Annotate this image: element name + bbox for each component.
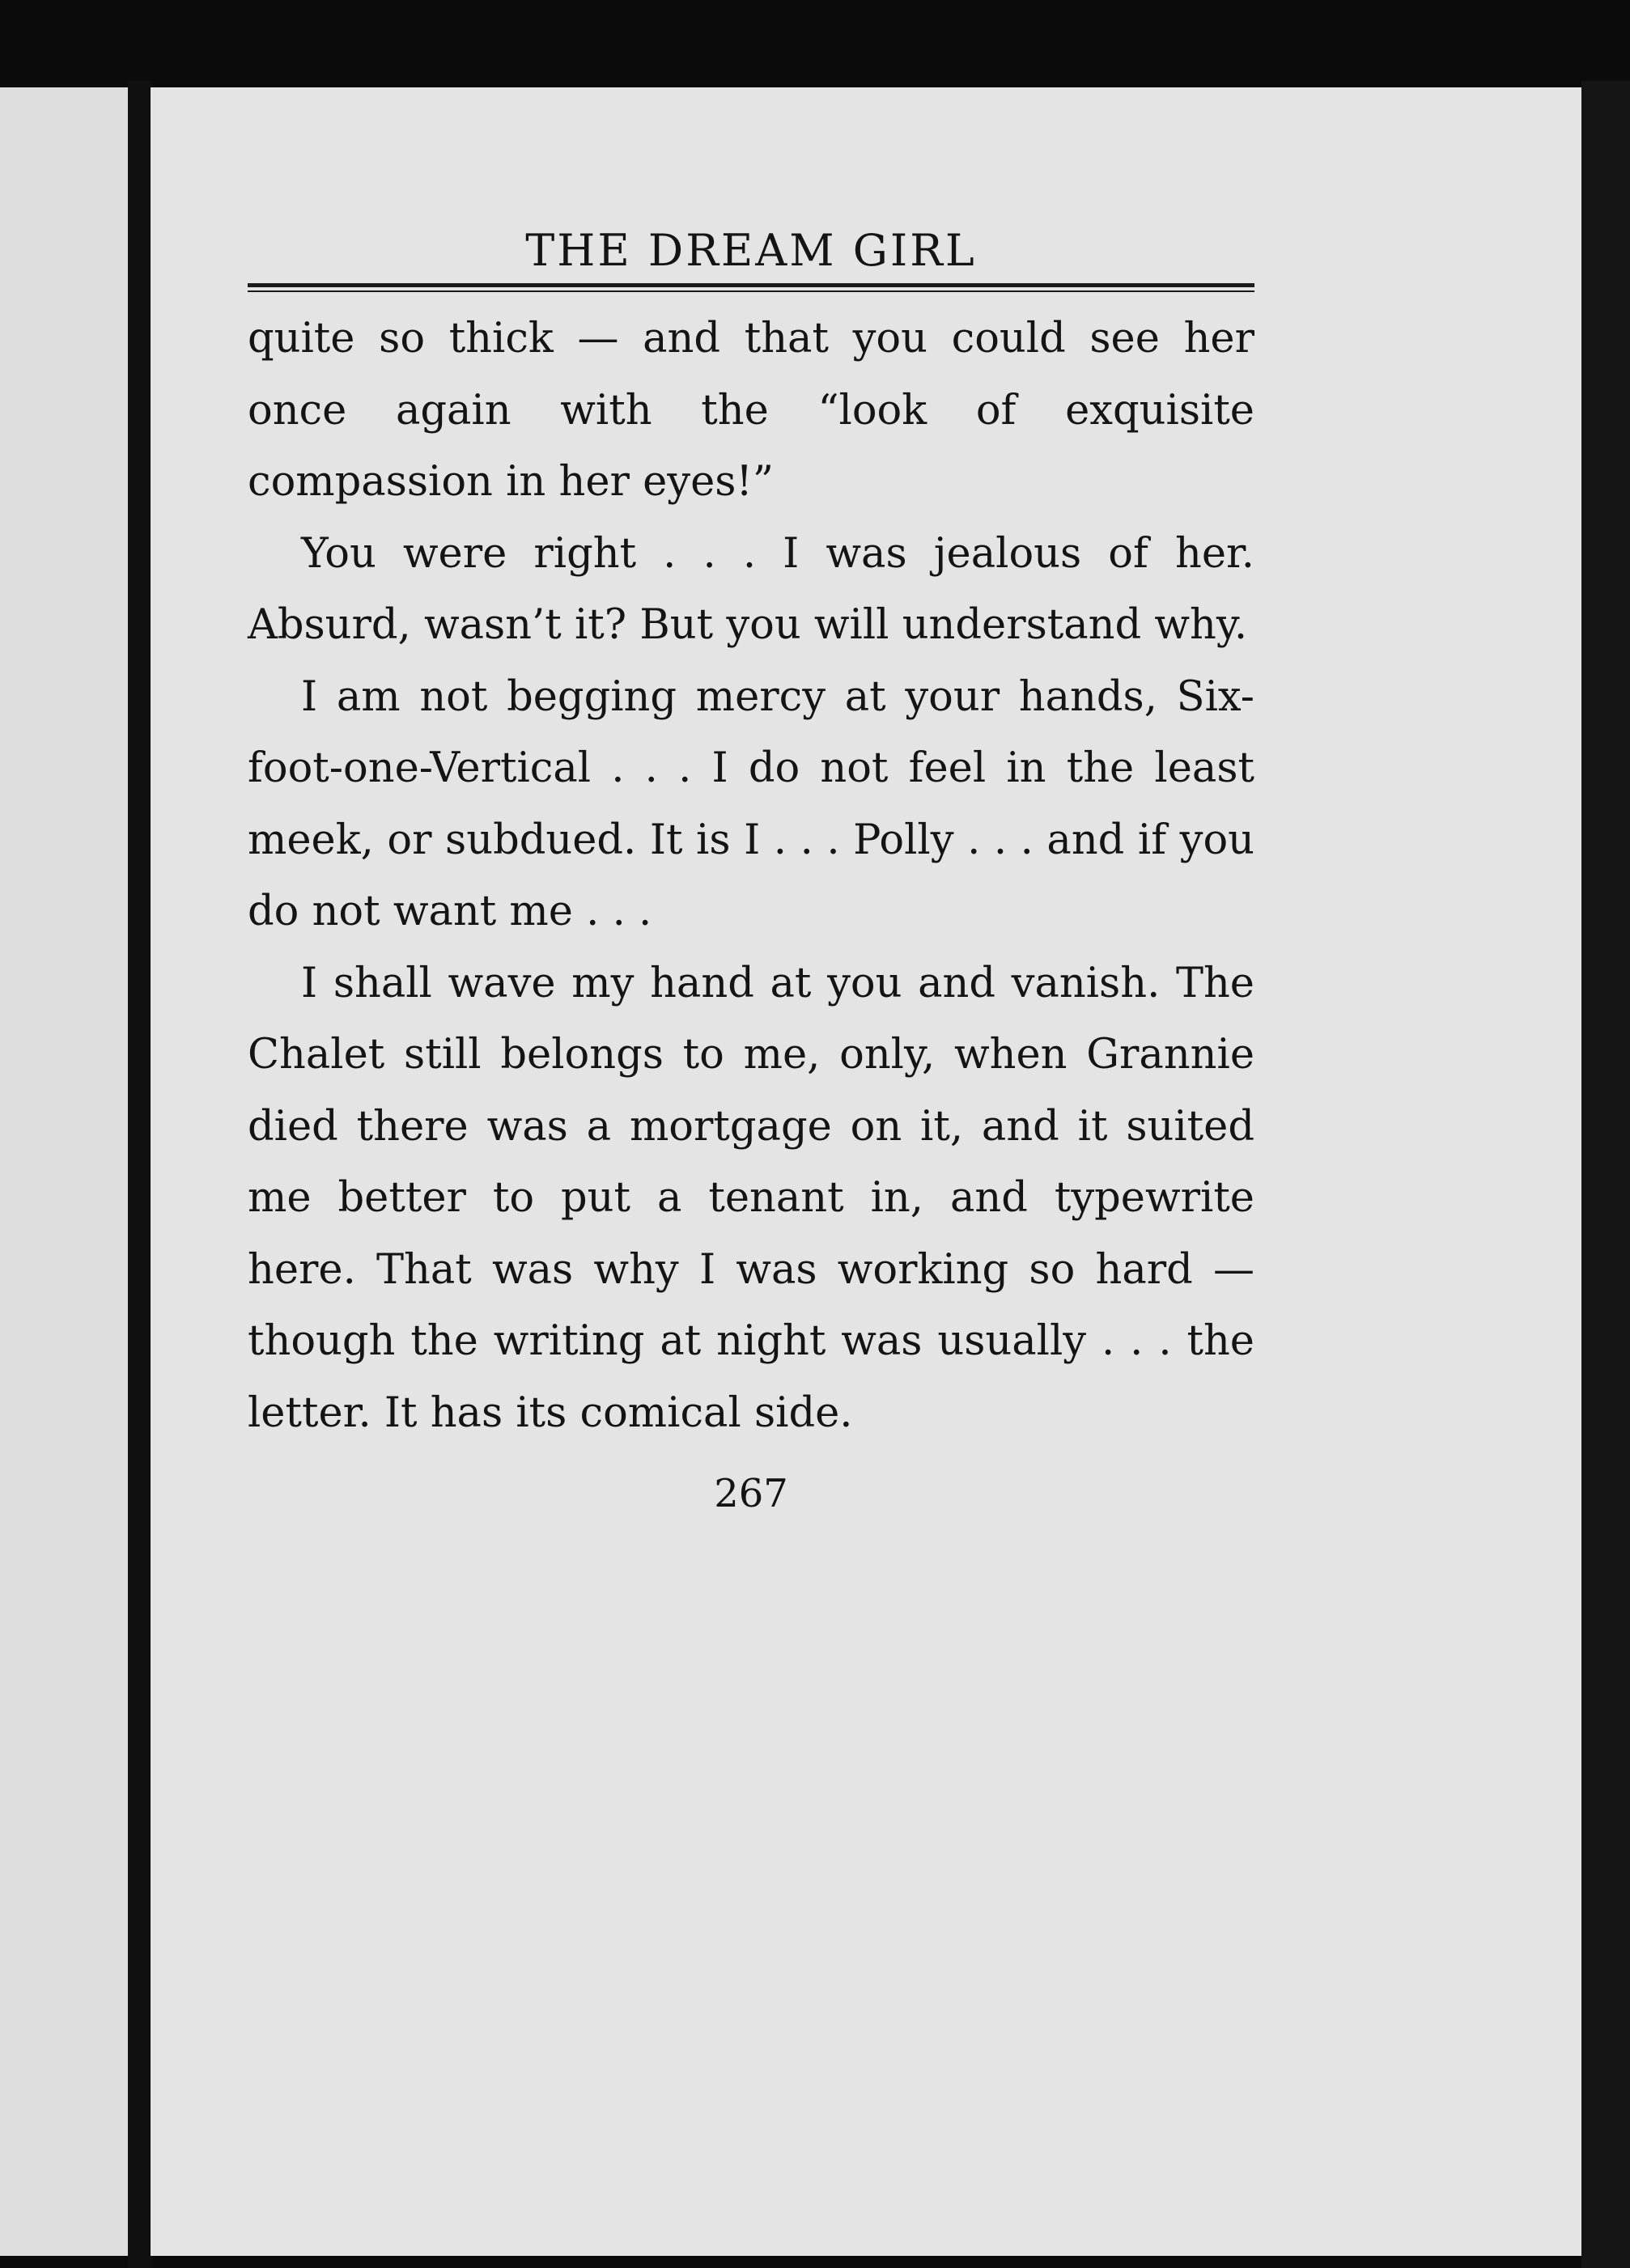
paragraph: I shall wave my hand at you and vanish. The Chalet still belongs to me, only, when Grannie died there was a mortgage on it, and it suited me better to put a tenant in, and typewrite here. That was why I was working so hard — though the writing at night was usually . . . the letter. It has its comical side.: [248, 959, 1254, 1437]
page-text-block: [248, 218, 1254, 1522]
paragraph: You were right . . . I was jealous of her. Absurd, wasn’t it? But you will understand why.: [248, 529, 1254, 649]
paragraph-continued: quite so thick — and that you could see her once again with the “look of exquisite compassion in her eyes!”: [248, 315, 1254, 506]
paragraph: I am not begging mercy at your hands, Six-foot-one-Vertical . . . I do not feel in the least meek, or subdued. It is I . . . Polly . . . and if you do not want me . . .: [248, 672, 1254, 935]
scan-border-right: [1581, 81, 1630, 2268]
header-rule-thick: [248, 283, 1254, 287]
running-head: THE DREAM GIRL: [525, 225, 977, 276]
body-text: [248, 303, 1254, 1449]
page-number: 267: [714, 1471, 788, 1516]
facing-page-edge: [0, 87, 129, 2256]
book-gutter: [128, 81, 152, 2268]
header-rule-thin: [248, 290, 1254, 292]
